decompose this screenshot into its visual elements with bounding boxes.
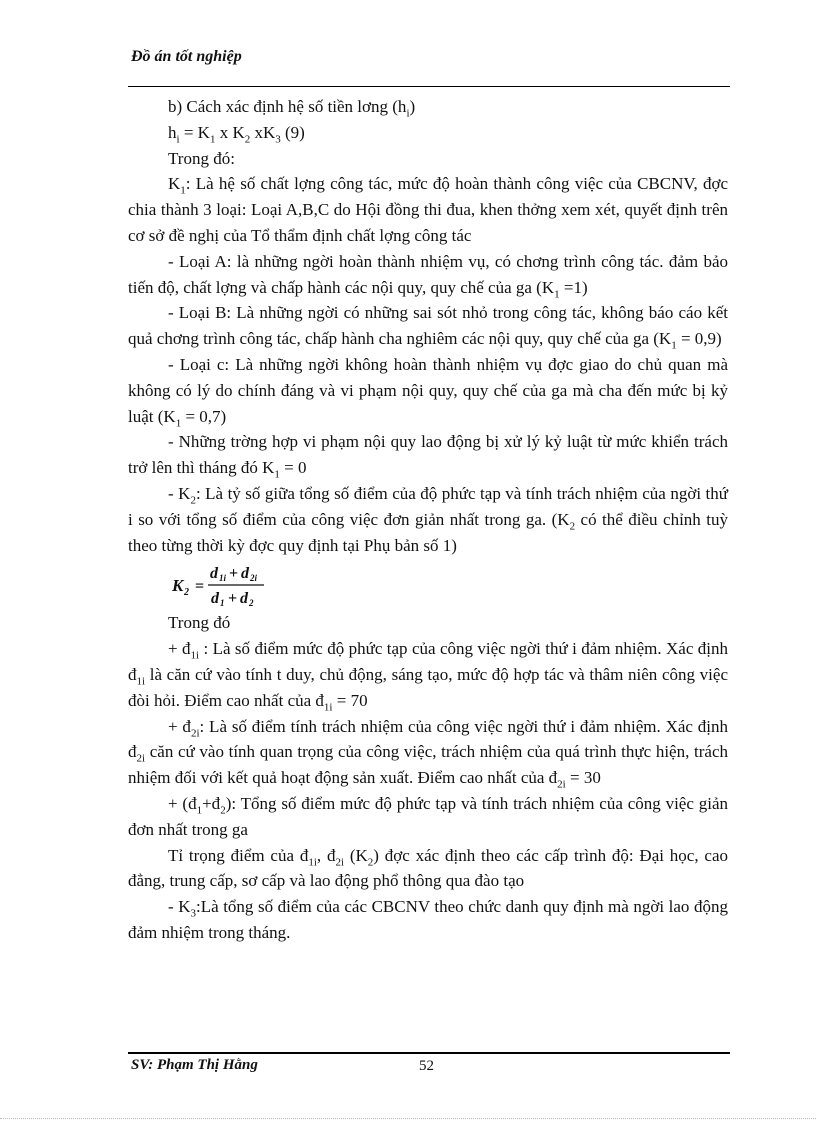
formula-num-a: d [210, 565, 218, 583]
k1-paragraph: $K_1$: Là hệ số chất lợng công tác, mức độ hoàn thành công việc của CBCNV, đợc chia thành 3 loại: Loại A,B,C do Hội đồng thi đua, khen thởng xem xét, quyết định trên cơ sở đề nghị của Tổ thẩm định chất lợng công tác [128, 174, 728, 245]
d2i-paragraph: + $đ_{2i}$: Là số điểm tính trách nhiệm của công việc ngời thứ i đảm nhiệm. Xác định $đ_{2i}$ căn cứ vào tính quan trọng của công việc, trách nhiệm của quá trình thực hiện, trách nhiệm đối với kết quả hoạt động sản xuất. Điểm cao nhất của $đ_{2i} = 30$ [128, 716, 728, 791]
k2-paragraph: - $K_2$: Là tỷ số giữa tổng số điểm của độ phức tạp và tính trách nhiệm của ngời thứ i so với tổng số điểm của công việc đơn giản nhất trong ga. ($K_2$ có thể điều chỉnh tuỳ theo từng thời kỳ đợc quy định tại Phụ bản số 1) [128, 483, 728, 555]
ti-trong-paragraph: Tỉ trọng điểm của $đ_{1i}$, $đ_{2i}$ $(K_2)$ đợc xác định theo các cấp trình độ: Đại học, cao đẳng, trung cấp, sơ cấp và lao động phổ thông qua đào tạo [128, 845, 728, 891]
page-bottom-dotted-border [0, 1118, 816, 1119]
formula-lhs-sub: 2 [184, 587, 189, 599]
footer-student-name: SV: Phạm Thị Hằng [131, 1057, 258, 1073]
formula-den-a-sub: 1 [220, 598, 225, 609]
formula-den-b: d [240, 590, 248, 608]
document-header-title: Đồ án tốt nghiệp [131, 48, 242, 65]
formula-lhs: K [172, 576, 184, 596]
k2-formula-svg [168, 558, 298, 610]
section-heading: b) Cách xác định hệ số tiền lơng $(h_i)$ [168, 97, 416, 120]
formula-num-a-sub: 1i [219, 573, 227, 584]
loai-c-paragraph: - Loại c: Là những ngời không hoàn thành nhiệm vụ đợc giao do chủ quan mà không có lý do chính đáng và vi phạm nội quy, quy chế của ga mà cha đến mức bị kỷ luật $(K_1 = 0,7)$ [128, 354, 728, 429]
trong-do-label-2: Trong đó [168, 613, 231, 633]
formula-num-b: d [241, 565, 249, 583]
loai-b-paragraph: - Loại B: Là những ngời có những sai sót nhỏ trong công tác, không báo cáo kết quả chơng trình công tác, chấp hành cha nghiêm các nội quy, quy chế của ga $(K_1 = 0,9)$ [128, 303, 728, 352]
vi-pham-paragraph: - Những trờng hợp vi phạm nội quy lao động bị xử lý kỷ luật từ mức khiển trách trở lên thì tháng đó $K_1 = 0$ [128, 432, 728, 481]
page-number: 52 [419, 1058, 434, 1074]
trong-do-label: Trong đó: [168, 148, 235, 168]
h-equation: $h_i = K_1$ x $K_2$ $xK_3$ (9) [168, 122, 305, 146]
formula-den-b-sub: 2 [249, 598, 254, 609]
k3-paragraph: - $K_3:Là$ tổng số điểm của các CBCNV theo chức danh quy định mà ngời lao động đảm nhiệm trong tháng. [128, 897, 728, 942]
page-body [128, 94, 728, 946]
header-rule [128, 86, 730, 87]
formula-den-plus: + [228, 590, 238, 608]
formula-num-plus: + [229, 565, 239, 583]
d1i-paragraph: + $đ_{1i}$ : Là số điểm mức độ phức tạp của công việc ngời thứ i đảm nhiệm. Xác định $đ_{1i}$ là căn cứ vào tính t duy, chủ động, sáng tạo, mức độ hợp tác và thâm niên công việc đòi hỏi. Điểm cao nhất của $đ_{1i} = 70$ [128, 639, 728, 714]
formula-num-b-sub: 2i [250, 573, 258, 584]
sum-paragraph: + $(đ_1+đ_2)$: Tổng số điểm mức độ phức tạp và tính trách nhiệm của công việc giản đơn nhất trong ga [128, 793, 728, 839]
loai-a-paragraph: - Loại A: là những ngời hoàn thành nhiệm vụ, có chơng trình công tác. đảm bảo tiến độ, chất lợng và chấp hành các nội quy, quy chế của ga $(K_1 =1)$ [128, 251, 728, 300]
k2-formula [168, 558, 728, 610]
footer-rule [128, 1052, 730, 1054]
formula-equals: = [195, 578, 205, 596]
formula-den-a: d [211, 590, 219, 608]
